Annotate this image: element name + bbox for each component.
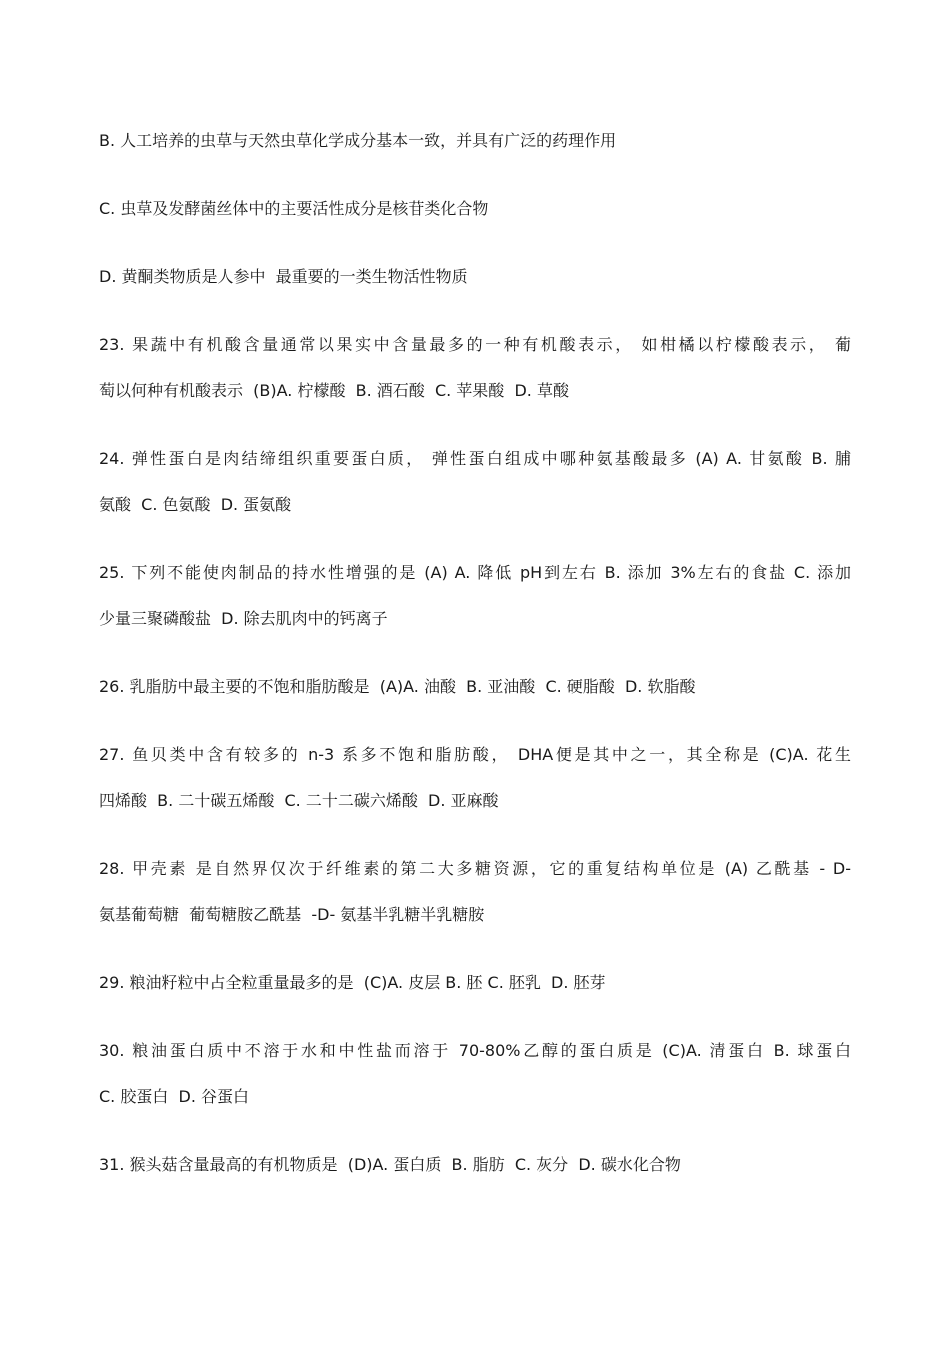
question-26: 26. 乳脂肪中最主要的不饱和脂肪酸是 (A)A. 油酸 B. 亚油酸 C. 硬脂酸 D. 软脂酸 [99, 677, 696, 696]
question-24-line-1: 24. 弹性蛋白是肉结缔组织重要蛋白质， 弹性蛋白组成中哪种氨基酸最多 (A) A. 甘氨酸 B. 脯 [99, 449, 851, 468]
question-31: 31. 猴头菇含量最高的有机物质是 (D)A. 蛋白质 B. 脂肪 C. 灰分 D. 碳水化合物 [99, 1155, 681, 1174]
question-25-line-1: 25. 下列不能使肉制品的持水性增强的是 (A) A. 降低 pH到左右 B. 添加 3%左右的食盐 C. 添加 [99, 563, 851, 582]
text-line-d: D. 黄酮类物质是人参中 最重要的一类生物活性物质 [99, 267, 468, 286]
question-25-line-2: 少量三聚磷酸盐 D. 除去肌肉中的钙离子 [99, 609, 388, 628]
question-23-line-1: 23. 果蔬中有机酸含量通常以果实中含量最多的一种有机酸表示， 如柑橘以柠檬酸表示， 葡 [99, 335, 851, 354]
question-27-line-2: 四烯酸 B. 二十碳五烯酸 C. 二十二碳六烯酸 D. 亚麻酸 [99, 791, 499, 810]
text-line-c: C. 虫草及发酵菌丝体中的主要活性成分是核苷类化合物 [99, 199, 489, 218]
question-28-line-1: 28. 甲壳素 是自然界仅次于纤维素的第二大多糖资源，它的重复结构单位是 (A) 乙酰基 - D- [99, 859, 851, 878]
question-28-line-2: 氨基葡萄糖 葡萄糖胺乙酰基 -D- 氨基半乳糖半乳糖胺 [99, 905, 485, 924]
text-line-b: B. 人工培养的虫草与天然虫草化学成分基本一致，并具有广泛的药理作用 [99, 131, 617, 150]
question-23-line-2: 萄以何种有机酸表示 (B)A. 柠檬酸 B. 酒石酸 C. 苹果酸 D. 草酸 [99, 381, 569, 400]
question-30-line-2: C. 胶蛋白 D. 谷蛋白 [99, 1087, 250, 1106]
question-27-line-1: 27. 鱼贝类中含有较多的 n-3 系多不饱和脂肪酸， DHA便是其中之一，其全称是 (C)A. 花生 [99, 745, 851, 764]
question-30-line-1: 30. 粮油蛋白质中不溶于水和中性盐而溶于 70-80%乙醇的蛋白质是 (C)A. 清蛋白 B. 球蛋白 [99, 1041, 851, 1060]
question-24-line-2: 氨酸 C. 色氨酸 D. 蛋氨酸 [99, 495, 292, 514]
question-29: 29. 粮油籽粒中占全粒重量最多的是 (C)A. 皮层 B. 胚 C. 胚乳 D. 胚芽 [99, 973, 606, 992]
